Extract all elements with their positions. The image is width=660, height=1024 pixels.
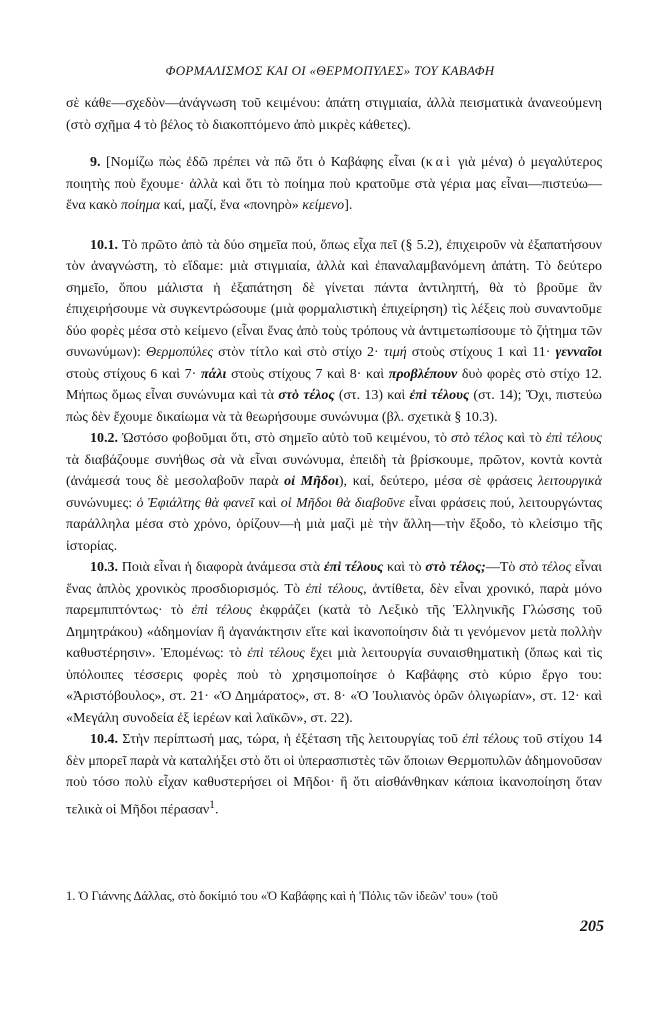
text-run: ἐπὶ τέλους	[545, 431, 602, 446]
text-run: τοῦ στίχου 14 δὲν μπορεῖ παρὰ νὰ καταλήξει στὸ ὅτι οἱ ὑπερασπιστὲς τῶν ὅποιων Θερμοπυλῶν ἀδημονοῦσαν ποὺ τόσο πολὺ εἶχαν καθυστερήσει οἱ Μῆδοι· ἢ ὅτι αἰσθάνθηκαν κάποια ἱκανοποίηση ὅταν τελικὰ οἱ Μῆδοι πέρασαν	[66, 732, 602, 818]
text-run: Ποιὰ εἶναι ἡ διαφορὰ ἀνάμεσα στὰ	[118, 560, 324, 575]
text-run: εἶναι φράσεις πού, λειτουργώντας παράλληλα μέσα στὸ χρόνο, ὁρίζουν—ἡ μιὰ μαζὶ μὲ τὴν ἄλλη—τὴν ἔξοδο, τὸ κλείσιμο τῆς ἱστορίας.	[66, 495, 603, 554]
text-run: καὶ	[254, 495, 281, 511]
footnote-text: 1. Ὁ Γιάννης Δάλλας, στὸ δοκίμιό του «Ὁ Καβάφης καὶ ἡ 'Πόλις τῶν ἰδεῶν' του» (τοῦ	[66, 889, 498, 903]
text-run: ὁ Ἐφιάλτης θὰ φανεῖ	[136, 495, 255, 511]
paragraph-10-1	[66, 235, 602, 429]
text-run: Στὴν περίπτωσή μας, τώρα, ἡ ἐξέταση τῆς λειτουργίας τοῦ	[118, 732, 463, 747]
text-run: γιὰ μένα) ὁ μεγαλύτερος ποιητὴς ποὺ ἔχουμε· ἀλλὰ καὶ ὅτι τὸ ποίημα ποὺ κρατοῦμε στὰ γέρια μας εἶναι—πιστεύω—ἕνα κακὸ	[66, 155, 603, 213]
text-run: εἶναι ἕνας ἁπλὸς χρονικὸς προσδιορισμός. Τὸ	[66, 560, 602, 597]
text-run: κείμενο	[302, 198, 345, 213]
text-run: στοὺς στίχους 7 καὶ 8· καὶ	[226, 366, 389, 382]
intro-paragraph: σὲ κάθε—σχεδὸν—ἀνάγνωση τοῦ κειμένου: ἀπάτη στιγμιαία, ἀλλὰ πεισματικὰ ἀνανεούμενη (στὸ σχῆμα 4 τὸ βέλος τὸ διακοπτόμενο ἀπὸ μικρὲς κάθετες).	[66, 96, 602, 133]
footnote-1	[66, 888, 606, 904]
text-run: ποίημα	[120, 198, 161, 213]
paragraph-9	[66, 152, 602, 217]
text-run: συνώνυμες:	[66, 495, 137, 511]
text-run: στὸ τέλος	[450, 431, 504, 446]
text-run: Θερμοπύλες	[146, 345, 214, 360]
text-run: καὶ τὸ	[503, 431, 546, 446]
paragraph-number: 10.2.	[90, 431, 118, 446]
text-run: στὸν τίτλο καὶ στὸ στίχο 2·	[213, 345, 384, 360]
text-run: στοὺς στίχους 6 καὶ 7·	[66, 366, 201, 382]
text-run: ἐπὶ τέλους	[305, 581, 364, 597]
text-run: λειτουργικὰ	[537, 474, 602, 489]
body-text	[66, 93, 602, 821]
text-run: καὶ τὸ	[383, 560, 426, 575]
text-run: ἐπὶ τέλους	[191, 603, 252, 618]
text-run: ἐπὶ τέλους	[462, 732, 519, 747]
text-run: οἱ Μῆδοι θὰ διαβοῦνε	[280, 495, 405, 511]
text-run: προβλέπουν	[388, 366, 458, 382]
paragraph-number: 10.4.	[90, 732, 118, 747]
text-run: ἐπὶ τέλους	[409, 388, 470, 403]
text-run: καί, μαζί, ἕνα «πονηρὸ»	[160, 198, 303, 213]
text-run: (στ. 13) καὶ	[334, 388, 410, 403]
page-number: 205	[580, 918, 604, 935]
text-run: ἐπὶ τέλους	[323, 560, 384, 575]
text-run: , ἀντίθετα, δὲν εἶναι χρονικό, παρὰ μόνο παρεμπιπτόντως· τὸ	[66, 581, 602, 618]
text-run: τιμή	[383, 345, 407, 360]
text-run: ἐκφράζει (κατὰ τὸ Λεξικὸ τῆς Ἑλληνικῆς Γλώσσης τοῦ Δημητράκου) «ἀδημονίαν ἢ ἀγανάκτησιν εἴτε καὶ ἱκανοποίησιν διὰ τι γενόμενον μετὰ πολλὴν καθυστέρησιν». Ἑπομένως: τὸ	[66, 603, 602, 661]
text-run: .	[215, 802, 219, 818]
text-run: ἐπὶ τέλους	[247, 646, 305, 661]
text-run: ), καί, δεύτερο, μέσα σὲ φράσεις	[338, 474, 538, 489]
text-run: ἔχει μιὰ λειτουργία συναισθηματικὴ (ὅπως καὶ τὶς ὑπόλοιπες τέσσερις φορὲς ποὺ τὸ χρησιμοποίησε ὁ Καβάφης στὸ κύριο ἔργο του: «Ἀριστόβουλος», στ. 21· «Ὁ Δημάρατος», στ. 8· «Ὁ Ἰουλιανὸς ὁρῶν ὀλιγωρίαν», στ. 12· καὶ «Μεγάλη συνοδεία ἐξ ἱερέων καὶ λαϊκῶν», στ. 22).	[66, 646, 603, 726]
text-run: στὸ τέλος	[278, 388, 335, 403]
paragraph-10-2	[66, 428, 602, 557]
running-header: ΦΟΡΜΑΛΙΣΜΟΣ ΚΑΙ ΟΙ «ΘΕΡΜΟΠΥΛΕΣ» ΤΟΥ ΚΑΒΑΦΗ	[165, 63, 495, 78]
paragraph-number: 10.1.	[90, 237, 118, 253]
text-run: Ὡστόσο φοβοῦμαι ὅτι, στὸ σημεῖο αὐτὸ τοῦ κειμένου, τὸ	[118, 431, 451, 446]
paragraph-number: 10.3.	[90, 560, 118, 575]
text-run: τὰ διαβάζουμε συνήθως σὰ νὰ εἶναι συνώνυμα, ἐπειδὴ τὰ βρίσκουμε, πρῶτον, κοντὰ κοντὰ (ἀνάμεσά τους δὲ μεσολαβοῦν παρὰ	[66, 452, 602, 489]
text-run: γενναῖοι	[555, 345, 602, 360]
text-run: —Τὸ	[485, 560, 520, 575]
text-run: στὸ τέλος	[519, 560, 572, 575]
paragraph-number: 9.	[90, 155, 101, 170]
text-run: καὶ	[425, 155, 453, 170]
text-run: ].	[344, 198, 353, 213]
text-run: στὸ τέλος;	[425, 560, 486, 575]
text-run: δυὸ φορὲς στὸ στίχο 12. Μήπως ὅμως εἶναι συνώνυμα καὶ τὰ	[66, 366, 602, 403]
text-run: [Νομίζω πὼς ἐδῶ πρέπει νὰ πῶ ὅτι ὁ Καβάφης εἶναι (	[105, 155, 426, 170]
footnote-marker[interactable]: 1	[209, 797, 215, 811]
text-run: πάλι	[200, 366, 227, 382]
paragraph-10-4	[66, 729, 602, 821]
text-run: στοὺς στίχους 1 καὶ 11·	[406, 345, 556, 360]
text-run: οἱ Μῆδοι	[284, 474, 339, 489]
text-run: (στ. 14); Ὄχι, πιστεύω πὼς δὲν ἔχουμε δικαίωμα νὰ τὰ θεωρήσουμε συνώνυμα (βλ. σχετικὰ § 10.3).	[66, 388, 603, 425]
paragraph-10-3	[66, 557, 602, 729]
text-run: Τὸ πρῶτο ἀπὸ τὰ δύο σημεῖα πού, ὅπως εἶχα πεῖ (§ 5.2), ἐπιχειροῦν νὰ ἐξαπατήσουν τὸν ἀναγνώστη, τὸ εἴδαμε: μιὰ στιγμιαία, ἀλλὰ καὶ ἐπαναλαμβανόμενη ἀπάτη. Τὸ δεύτερο σημεῖο, ὅπου μάλιστα ἡ ἐξαπάτηση δὲ γίνεται πάντα ἀντιληπτή, θὰ τὸ βροῦμε ἂν ἐπιχειρήσουμε νὰ συγκεντρώσουμε (μιὰ φορμαλιστικὴ ἐπιχείρηση) τὶς λέξεις ποὺ συναντοῦμε δύο φορὲς μέσα στὸ κείμενο (εἶναι ἕνας ἀπὸ τοὺς τρόπους νὰ ἀντιμετωπίσουμε τὸ ζήτημα τῶν συνωνύμων):	[66, 237, 602, 360]
